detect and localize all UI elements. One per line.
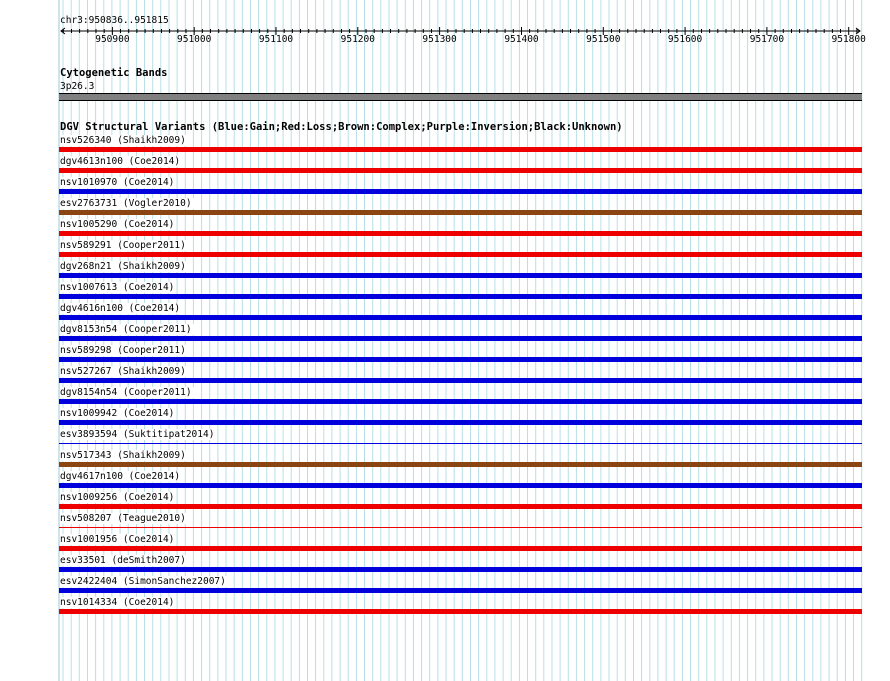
variant-bar-loss[interactable] [59, 168, 862, 173]
ruler-tick-label: 951000 [177, 34, 212, 45]
variant-label: dgv4616n100 (Coe2014) [60, 303, 181, 314]
variant-bar-complex[interactable] [59, 210, 862, 215]
variant-bar-loss[interactable] [59, 231, 862, 236]
variant-bar-loss[interactable] [59, 252, 862, 257]
variant-bar-loss[interactable] [59, 609, 862, 614]
variant-label: nsv517343 (Shaikh2009) [60, 450, 186, 461]
ruler-tick-label: 951100 [258, 34, 294, 45]
ruler-tick-label: 951300 [422, 34, 457, 45]
variant-bar-gain[interactable] [59, 357, 862, 362]
variant-bar-gain[interactable] [59, 378, 862, 383]
variant-bar-gain[interactable] [59, 399, 862, 404]
variant-label: nsv1014334 (Coe2014) [60, 597, 175, 608]
variant-bar-gain[interactable] [59, 443, 862, 444]
variant-label: dgv4613n100 (Coe2014) [60, 156, 181, 167]
variant-bar-gain[interactable] [59, 420, 862, 425]
variant-label: nsv508207 (Teague2010) [60, 513, 186, 524]
variant-bar-loss[interactable] [59, 504, 862, 509]
variant-bar-gain[interactable] [59, 336, 862, 341]
variant-bar-loss[interactable] [59, 527, 862, 528]
variant-label: nsv1010970 (Coe2014) [60, 177, 175, 188]
variant-label: esv3893594 (Suktitipat2014) [60, 429, 215, 440]
variant-bar-gain[interactable] [59, 273, 862, 278]
variant-bar-gain[interactable] [59, 588, 862, 593]
position-label: chr3:950836..951815 [60, 15, 169, 26]
ruler-tick-label: 950900 [95, 34, 130, 45]
variant-label: esv2422404 (SimonSanchez2007) [60, 576, 226, 587]
variant-bar-loss[interactable] [59, 546, 862, 551]
cytoband-bar[interactable] [59, 93, 862, 101]
variant-label: esv33501 (deSmith2007) [60, 555, 186, 566]
cytoband-label: 3p26.3 [60, 81, 95, 92]
variant-bar-gain[interactable] [59, 294, 862, 299]
variant-label: nsv1009942 (Coe2014) [60, 408, 175, 419]
ruler-tick-label: 951400 [504, 34, 539, 45]
variant-label: nsv589298 (Cooper2011) [60, 345, 186, 356]
variant-bar-loss[interactable] [59, 147, 862, 152]
variant-label: nsv526340 (Shaikh2009) [60, 135, 186, 146]
variant-bar-gain[interactable] [59, 315, 862, 320]
variant-label: esv2763731 (Vogler2010) [60, 198, 192, 209]
variant-bar-gain[interactable] [59, 483, 862, 488]
variant-label: nsv1005290 (Coe2014) [60, 219, 175, 230]
ruler-tick-label: 951700 [749, 34, 785, 45]
ruler-tick-label: 951800 [831, 34, 866, 45]
variant-label: nsv1007613 (Coe2014) [60, 282, 175, 293]
ruler-tick-label: 951600 [667, 34, 703, 45]
variant-bar-gain[interactable] [59, 189, 862, 194]
variant-label: dgv268n21 (Shaikh2009) [60, 261, 186, 272]
variant-bar-gain[interactable] [59, 567, 862, 572]
cytoband-track-title: Cytogenetic Bands [60, 67, 168, 79]
ruler-tick-label: 951500 [586, 34, 621, 45]
ruler-tick-label: 951200 [340, 34, 375, 45]
variant-label: dgv8154n54 (Cooper2011) [60, 387, 192, 398]
variant-label: nsv1009256 (Coe2014) [60, 492, 175, 503]
variant-label: nsv527267 (Shaikh2009) [60, 366, 186, 377]
variant-label: nsv1001956 (Coe2014) [60, 534, 175, 545]
variant-bar-complex[interactable] [59, 462, 862, 467]
variant-label: dgv8153n54 (Cooper2011) [60, 324, 192, 335]
dgv-track-title: DGV Structural Variants (Blue:Gain;Red:Loss;Brown:Complex;Purple:Inversion;Black:Unknown) [60, 121, 623, 133]
variant-label: nsv589291 (Cooper2011) [60, 240, 186, 251]
variant-label: dgv4617n100 (Coe2014) [60, 471, 181, 482]
